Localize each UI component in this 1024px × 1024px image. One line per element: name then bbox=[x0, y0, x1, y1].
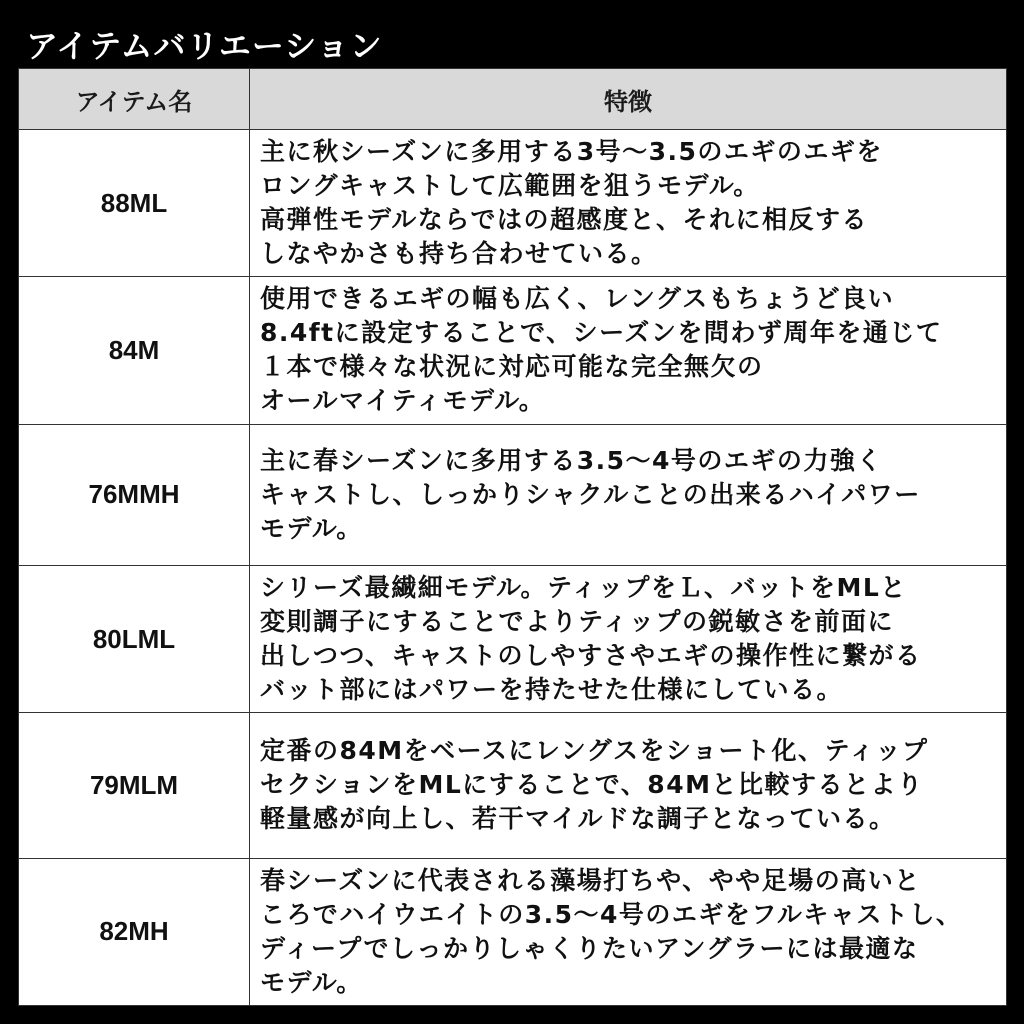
item-name-cell: 88ML bbox=[19, 130, 250, 277]
column-header-item-name: アイテム名 bbox=[19, 69, 250, 130]
item-feature-cell: 主に秋シーズンに多用する3号〜3.5のエギのエギを ロングキャストして広範囲を狙うモデル。 高弾性モデルならではの超感度と、それに相反する しなやかさも持ち合わせている。 bbox=[250, 130, 1007, 277]
item-name-cell: 84M bbox=[19, 277, 250, 424]
table-row bbox=[19, 713, 1007, 858]
table-row bbox=[19, 277, 1007, 424]
item-name-cell: 79MLM bbox=[19, 713, 250, 858]
column-header-features: 特徴 bbox=[250, 69, 1007, 130]
table-row bbox=[19, 424, 1007, 565]
item-name-cell: 82MH bbox=[19, 858, 250, 1005]
item-feature-cell: 主に春シーズンに多用する3.5〜4号のエギの力強く キャストし、しっかりシャクルことの出来るハイパワー モデル。 bbox=[250, 424, 1007, 565]
table-header-row bbox=[19, 69, 1007, 130]
page-title: アイテムバリエーション bbox=[26, 27, 383, 65]
item-name-cell: 80LML bbox=[19, 565, 250, 712]
table-row bbox=[19, 565, 1007, 712]
item-feature-cell: 春シーズンに代表される藻場打ちや、やや足場の高いと ころでハイウエイトの3.5〜4号のエギをフルキャストし、 ディープでしっかりしゃくりたいアングラーには最適な モデル。 bbox=[250, 858, 1007, 1005]
item-feature-cell: 使用できるエギの幅も広く、レングスもちょうど良い 8.4ftに設定することで、シーズンを問わず周年を通じて １本で様々な状況に対応可能な完全無欠の オールマイティモデル。 bbox=[250, 277, 1007, 424]
item-feature-cell: 定番の84Mをベースにレングスをショート化、ティップ セクションをMLにすることで、84Mと比較するとより 軽量感が向上し、若干マイルドな調子となっている。 bbox=[250, 713, 1007, 858]
item-name-cell: 76MMH bbox=[19, 424, 250, 565]
item-variation-table bbox=[18, 68, 1007, 1006]
table-row bbox=[19, 858, 1007, 1005]
table-row bbox=[19, 130, 1007, 277]
item-feature-cell: シリーズ最繊細モデル。ティップをＬ、バットをMLと 変則調子にすることでよりティップの鋭敏さを前面に 出しつつ、キャストのしやすさやエギの操作性に繋がる バット部にはパワーを持たせた仕様にしている。 bbox=[250, 565, 1007, 712]
